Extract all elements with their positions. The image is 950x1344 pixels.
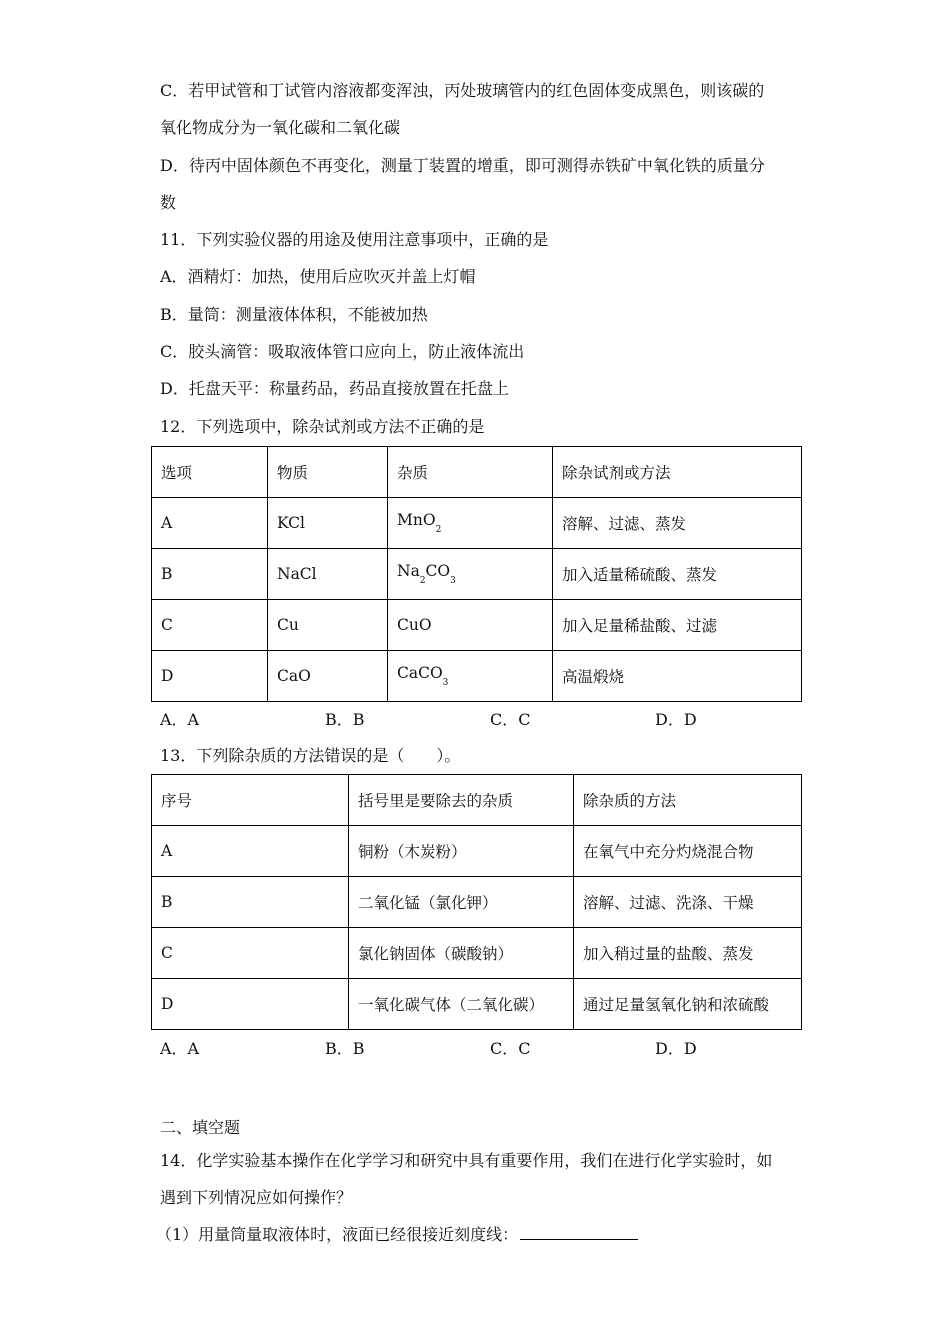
choice-c: C．C — [490, 710, 531, 729]
q13-stem: 13．下列除杂质的方法错误的是（ ）。 — [160, 746, 461, 765]
q13-table — [151, 774, 802, 1030]
header-cell: 除杂质的方法 — [574, 775, 802, 826]
choice-d: D．D — [655, 710, 697, 729]
q12-table — [151, 446, 802, 702]
impurity-cell — [388, 549, 553, 600]
formula-part: Na — [397, 562, 420, 580]
q12-stem: 12．下列选项中，除杂试剂或方法不正确的是 — [160, 417, 485, 436]
table-row — [152, 651, 802, 702]
method-cell: 溶解、过滤、蒸发 — [553, 498, 802, 549]
option-cell: D — [152, 651, 268, 702]
table-row — [152, 877, 802, 928]
q11-option-d: D．托盘天平：称量药品，药品直接放置在托盘上 — [160, 379, 509, 398]
table-row — [152, 928, 802, 979]
impurity-cell — [388, 498, 553, 549]
table-header-row — [152, 775, 802, 826]
q14-part1-text: （1）用量筒量取液体时，液面已经很接近刻度线： — [156, 1225, 519, 1244]
q11-option-b: B．量筒：测量液体体积，不能被加热 — [160, 305, 428, 324]
option-cell: A — [152, 826, 349, 877]
method-cell: 在氧气中充分灼烧混合物 — [574, 826, 802, 877]
option-cell: A — [152, 498, 268, 549]
choice-b: B．B — [325, 1039, 365, 1058]
substance-cell: NaCl — [268, 549, 388, 600]
option-cell: B — [152, 877, 349, 928]
header-cell: 序号 — [152, 775, 349, 826]
option-cell: C — [152, 928, 349, 979]
table-row — [152, 498, 802, 549]
item-cell: 一氧化碳气体（二氧化碳） — [349, 979, 574, 1030]
method-cell: 高温煅烧 — [553, 651, 802, 702]
formula-subscript: 2 — [419, 576, 426, 586]
table-row — [152, 549, 802, 600]
item-cell: 二氧化锰（氯化钾） — [349, 877, 574, 928]
header-cell: 除杂试剂或方法 — [553, 447, 802, 498]
header-cell: 杂质 — [388, 447, 553, 498]
method-cell: 加入适量稀硫酸、蒸发 — [553, 549, 802, 600]
formula-subscript: 3 — [442, 678, 449, 688]
formula-subscript: 2 — [435, 525, 442, 535]
option-cell: D — [152, 979, 349, 1030]
substance-cell: KCl — [268, 498, 388, 549]
choice-d: D．D — [655, 1039, 697, 1058]
q10-option-c-line2: 氧化物成分为一氧化碳和二氧化碳 — [160, 118, 401, 137]
q10-option-d-line2: 数 — [160, 193, 177, 212]
method-cell: 加入足量稀盐酸、过滤 — [553, 600, 802, 651]
choice-c: C．C — [490, 1039, 531, 1058]
q11-option-a: A．酒精灯：加热，使用后应吹灭并盖上灯帽 — [160, 267, 476, 286]
table-row — [152, 979, 802, 1030]
formula-part: MnO — [397, 511, 436, 529]
option-cell: C — [152, 600, 268, 651]
impurity-cell — [388, 651, 553, 702]
method-cell: 加入稍过量的盐酸、蒸发 — [574, 928, 802, 979]
q10-option-d-line1: D．待丙中固体颜色不再变化，测量丁装置的增重，即可测得赤铁矿中氧化铁的质量分 — [160, 156, 765, 175]
item-cell: 氯化钠固体（碳酸钠） — [349, 928, 574, 979]
table-row — [152, 826, 802, 877]
formula-subscript: 3 — [450, 576, 456, 586]
q14-stem-line1: 14．化学实验基本操作在化学学习和研究中具有重要作用，我们在进行化学实验时，如 — [160, 1151, 773, 1170]
answer-blank[interactable] — [520, 1224, 638, 1240]
header-cell: 括号里是要除去的杂质 — [349, 775, 574, 826]
header-cell: 选项 — [152, 447, 268, 498]
choice-a: A．A — [160, 1039, 200, 1058]
header-cell: 物质 — [268, 447, 388, 498]
formula-part: CO — [425, 562, 451, 580]
choice-b: B．B — [325, 710, 365, 729]
method-cell: 溶解、过滤、洗涤、干燥 — [574, 877, 802, 928]
method-cell: 通过足量氢氧化钠和浓硫酸 — [574, 979, 802, 1030]
formula-part: CaCO — [397, 664, 443, 682]
q12-choices — [160, 707, 800, 729]
substance-cell: Cu — [268, 600, 388, 651]
q13-choices — [160, 1036, 800, 1058]
section-title: 二、填空题 — [160, 1118, 241, 1137]
table-row — [152, 600, 802, 651]
q11-stem: 11．下列实验仪器的用途及使用注意事项中，正确的是 — [160, 230, 549, 249]
formula-part: CuO — [397, 616, 432, 634]
q10-option-c-line1: C．若甲试管和丁试管内溶液都变浑浊，丙处玻璃管内的红色固体变成黑色，则该碳的 — [160, 81, 765, 100]
q14-part1 — [156, 1224, 638, 1246]
option-cell: B — [152, 549, 268, 600]
q11-option-c: C．胶头滴管：吸取液体管口应向上，防止液体流出 — [160, 342, 525, 361]
impurity-cell — [388, 600, 553, 651]
item-cell: 铜粉（木炭粉） — [349, 826, 574, 877]
choice-a: A．A — [160, 710, 200, 729]
table-header-row — [152, 447, 802, 498]
q14-stem-line2: 遇到下列情况应如何操作？ — [160, 1188, 353, 1207]
substance-cell: CaO — [268, 651, 388, 702]
